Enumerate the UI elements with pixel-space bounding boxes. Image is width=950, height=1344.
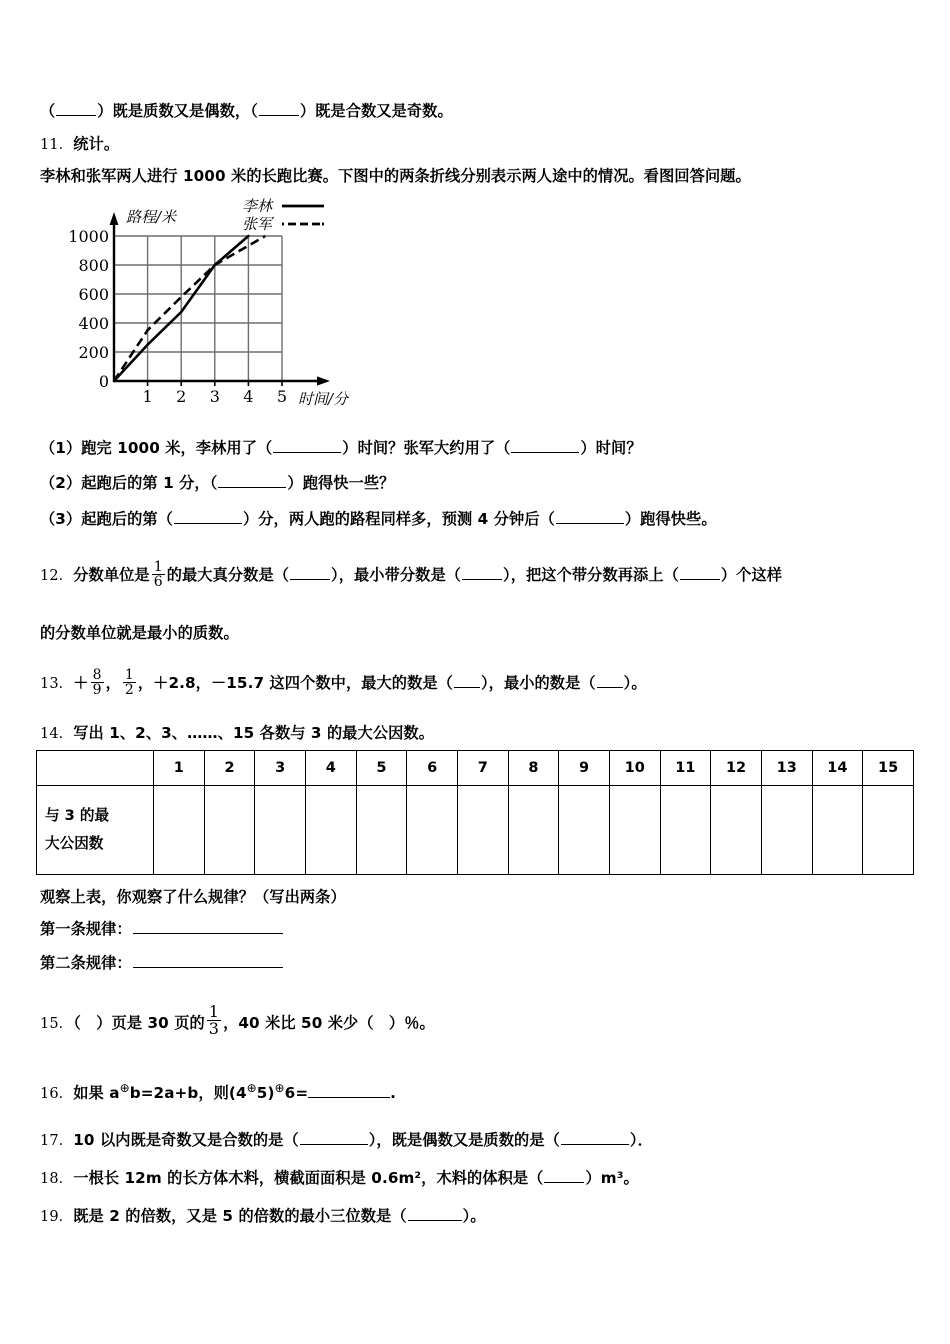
question-13 [40,668,647,698]
q13-text-e: ）。 [623,673,647,692]
q16-text-e: . [390,1084,397,1103]
q13-text-c: ，＋2.8，－15.7 这四个数中，最大的数是（ [137,673,453,692]
q11-number: 11． [40,137,74,153]
table-answer-cell-10[interactable] [609,786,660,875]
q10-blank-2[interactable] [259,101,299,116]
q10-blank-1[interactable] [56,101,96,116]
q16-number: 16． [40,1086,74,1103]
q13-fraction-2-denominator: 2 [124,682,134,699]
table-answer-cell-11[interactable] [660,786,711,875]
q14-rule1-label: 第一条规律： [40,920,132,938]
q11-sub3-a: 起跑后的第（ [81,510,173,528]
table-corner-cell [37,751,154,786]
table-answer-cell-6[interactable] [407,786,458,875]
q12-line2-text: 的分数单位就是最小的质数。 [40,624,239,642]
question-11-intro [40,165,751,188]
q15-number: 15． [40,1015,74,1032]
chart-y-tick-labels [68,227,109,391]
q11-sub3-blank-1[interactable] [174,509,242,524]
q11-sub1-a: 跑完 1000 米，李林用了（ [81,439,273,457]
table-col-header-13: 13 [761,751,812,786]
chart-gridlines [114,236,282,381]
q13-number: 13． [40,675,74,692]
q13-text-a: ＋ [73,673,89,692]
chart-y-axis-title: 路程/米 [126,208,177,226]
q13-blank-1[interactable] [454,672,480,687]
chart-legend [242,197,324,233]
q11-sub3-label: （3） [40,510,82,528]
q12-fraction [152,560,165,590]
q16-text-c: 5) [256,1084,275,1103]
question-11-sub-2 [40,472,394,495]
q18-text-a: 一根长 12m 的长方体木料，横截面面积是 0.6m²，木料的体积是（ [73,1169,544,1187]
question-18 [40,1167,639,1191]
table-answer-cell-5[interactable] [356,786,407,875]
q11-sub3-b: ）分，两人跑的路程同样多，预测 4 分钟后（ [242,510,555,528]
distance-time-line-chart [52,196,382,408]
table-answer-cell-14[interactable] [812,786,863,875]
question-14-rule-1 [40,918,284,941]
q14-observe-text: 观察上表，你观察了什么规律？（写出两条） [40,888,346,906]
table-row-label-line-2: 大公因数 [45,835,104,852]
table-answer-cell-9[interactable] [559,786,610,875]
table-row-label [37,786,154,875]
question-12-line-2 [40,622,239,645]
table-answer-cell-13[interactable] [761,786,812,875]
table-col-header-15: 15 [863,751,914,786]
ytick-0: 0 [98,372,109,391]
q17-text-a: 10 以内既是奇数又是合数的是（ [73,1131,299,1149]
q18-text-b: ）m³。 [585,1169,639,1187]
q16-answer-blank[interactable] [308,1085,390,1098]
ytick-200: 200 [78,343,109,362]
q11-sub3-c: ）跑得快些。 [624,510,717,528]
q11-sub1-label: （1） [40,439,82,457]
q11-title: 统计。 [73,135,120,153]
table-col-header-3: 3 [255,751,306,786]
table-answer-cell-4[interactable] [305,786,356,875]
q14-rule1-blank[interactable] [133,919,283,934]
q13-blank-2[interactable] [597,672,623,687]
q11-sub2-a: 起跑后的第 1 分，（ [81,474,218,492]
ytick-600: 600 [78,285,109,304]
q13-fraction-2-numerator: 1 [124,667,134,683]
q15-fraction-denominator: 3 [208,1019,220,1039]
legend-label-lilin: 李林 [242,197,273,215]
q17-number: 17． [40,1133,74,1149]
q10-text-a: （ [40,102,56,120]
question-10-tail [40,100,453,123]
q11-sub1-c: ）时间？ [580,439,642,457]
question-11-sub-3 [40,508,717,531]
table-row-label-line-1: 与 3 的最 [45,806,110,824]
q13-text-d: ），最小的数是（ [480,673,596,692]
q16-text-b: b=2a+b，则(4 [129,1084,247,1103]
table-row [37,786,914,875]
oplus-icon-2: ⊕ [246,1081,257,1095]
oplus-icon-3: ⊕ [274,1081,285,1095]
q13-fraction-1 [91,668,104,698]
greatest-common-factor-table [36,750,914,875]
question-11-heading [40,133,119,157]
table-header-row [37,751,914,786]
xtick-2: 2 [176,387,187,406]
q19-text-a: 既是 2 的倍数，又是 5 的倍数的最小三位数是（ [73,1207,407,1225]
q15-fraction-numerator: 1 [208,1002,220,1021]
q14-number: 14． [40,726,74,742]
q13-fraction-1-denominator: 9 [92,682,102,699]
q18-blank-1[interactable] [544,1168,584,1183]
q10-text-b: ）既是质数又是偶数，（ [97,102,258,120]
table-col-header-7: 7 [457,751,508,786]
xtick-3: 3 [209,387,220,406]
oplus-icon-1: ⊕ [119,1081,130,1095]
q19-number: 19． [40,1209,74,1225]
q12-blank-1[interactable] [290,564,330,579]
q11-sub2-blank-1[interactable] [218,473,286,488]
table-col-header-9: 9 [559,751,610,786]
q11-intro-text: 李林和张军两人进行 1000 米的长跑比赛。下图中的两条折线分别表示两人途中的情况。看图回答问题。 [40,167,751,185]
q13-fraction-1-numerator: 8 [92,667,102,683]
ytick-800: 800 [78,256,109,275]
q13-fraction-2 [123,668,136,698]
q12-text-a: 分数单位是 [73,565,150,584]
q18-number: 18． [40,1171,74,1187]
table-col-header-12: 12 [711,751,762,786]
table-col-header-5: 5 [356,751,407,786]
table-col-header-4: 4 [305,751,356,786]
q11-sub2-label: （2） [40,474,82,492]
chart-x-tick-labels [143,387,288,406]
q14-rule2-label: 第二条规律： [40,954,132,972]
table-answer-cell-8[interactable] [508,786,559,875]
chart-x-axis-title: 时间/分 [298,390,349,408]
table-col-header-6: 6 [407,751,458,786]
q10-text-c: ）既是合数又是奇数。 [299,102,453,120]
q12-number: 12． [40,567,74,584]
q16-text-a: 如果 a [73,1084,120,1103]
q12-fraction-numerator: 1 [153,559,163,575]
q14-rule2-blank[interactable] [133,953,283,968]
q12-text-b: 的最大真分数是（ [166,565,290,584]
q11-sub1-b: ）时间？张军大约用了（ [342,439,511,457]
xtick-1: 1 [142,387,153,406]
q16-text-d: 6= [284,1084,309,1103]
q14-prompt-text: 写出 1、2、3、……、15 各数与 3 的最大公因数。 [73,724,434,742]
table-col-header-2: 2 [204,751,255,786]
question-17 [40,1129,653,1153]
table-answer-cell-1[interactable] [154,786,205,875]
chart-axes [110,212,330,386]
question-12-line-1 [40,560,782,590]
table-answer-cell-12[interactable] [711,786,762,875]
table-answer-cell-3[interactable] [255,786,306,875]
q19-text-b: ）。 [462,1207,486,1225]
q11-sub2-b: ）跑得快一些？ [287,474,395,492]
table-col-header-11: 11 [660,751,711,786]
table-col-header-14: 14 [812,751,863,786]
question-19 [40,1205,486,1229]
table-answer-cell-7[interactable] [457,786,508,875]
table-answer-cell-2[interactable] [204,786,255,875]
table-col-header-10: 10 [609,751,660,786]
question-14-observe [40,886,346,909]
q17-text-c: ）． [629,1131,653,1149]
table-col-header-1: 1 [154,751,205,786]
question-16 [40,1079,396,1106]
q15-fraction [207,1004,221,1038]
ytick-1000: 1000 [68,227,109,246]
q12-text-d: ），把这个带分数再添上（ [503,565,679,584]
q12-fraction-denominator: 6 [153,574,163,591]
question-15 [40,1004,435,1038]
q17-text-b: ），既是偶数又是质数的是（ [368,1131,560,1149]
question-11-sub-1 [40,437,642,460]
q12-text-e: ）个这样 [720,565,783,584]
q11-sub3-blank-2[interactable] [556,509,624,524]
question-14-rule-2 [40,952,284,975]
legend-label-zhangjun: 张军 [242,215,273,233]
q19-blank-1[interactable] [408,1206,462,1221]
q12-text-c: ），最小带分数是（ [331,565,462,584]
q11-sub1-blank-1[interactable] [273,438,341,453]
table-col-header-8: 8 [508,751,559,786]
xtick-4: 4 [243,387,254,406]
q12-blank-2[interactable] [462,564,502,579]
xtick-5: 5 [276,387,288,406]
q15-text-b: ，40 米比 50 米少（ ）％。 [223,1013,435,1032]
q13-text-b: ， [105,673,121,692]
q12-blank-3[interactable] [680,564,720,579]
q17-blank-1[interactable] [300,1130,368,1145]
question-14-prompt [40,722,434,746]
q15-text-a: （ ）页是 30 页的 [73,1013,205,1032]
table-answer-cell-15[interactable] [863,786,914,875]
ytick-400: 400 [78,314,109,333]
q17-blank-2[interactable] [561,1130,629,1145]
q11-sub1-blank-2[interactable] [511,438,579,453]
series-zhangjun-dashed [114,236,265,381]
